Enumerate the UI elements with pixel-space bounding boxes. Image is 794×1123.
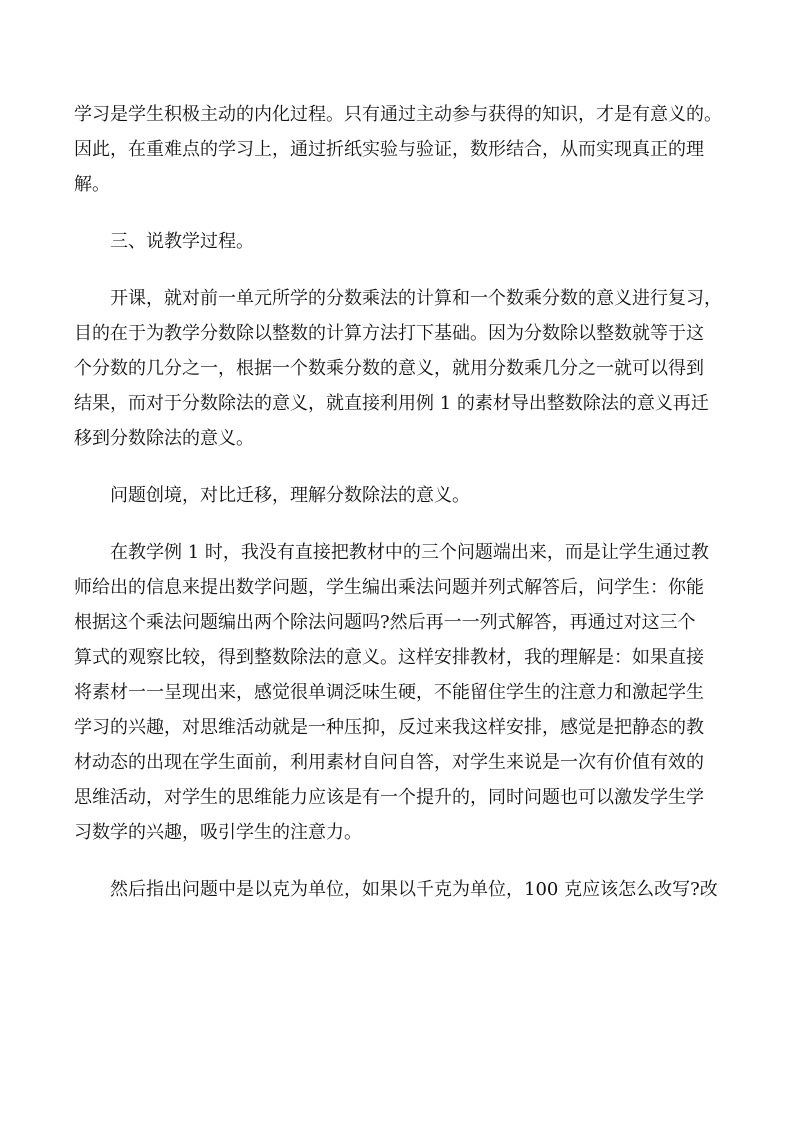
text-line: 目的在于为教学分数除以整数的计算方法打下基础。因为分数除以整数就等于这: [74, 323, 704, 344]
paragraph-example-one: [74, 535, 722, 850]
text-line: 师给出的信息来提出数学问题，学生编出乘法问题并列式解答后，问学生：你能: [74, 577, 704, 598]
text-line: 因此，在重难点的学习上，通过折纸实验与验证，数形结合，从而实现真正的理: [74, 139, 704, 160]
paragraph-learning-process: [74, 97, 722, 202]
text-line: 根据这个乘法问题编出两个除法问题吗?然后再一一列式解答，再通过对这三个: [74, 612, 696, 633]
section-heading-teaching-process: [74, 224, 722, 259]
text-line: 问题创境，对比迁移，理解分数除法的意义。: [110, 485, 470, 506]
text-line: 学习是学生积极主动的内化过程。只有通过主动参与获得的知识，才是有意义的。: [74, 104, 722, 125]
document-page: [74, 97, 722, 929]
text-line: 算式的观察比较，得到整数除法的意义。这样安排教材，我的理解是：如果直接: [74, 647, 704, 668]
paragraph-opening-review: [74, 281, 722, 456]
heading-text: 三、说教学过程。: [110, 231, 254, 252]
text-line: 移到分数除法的意义。: [74, 428, 254, 449]
paragraph-unit-conversion: [74, 872, 722, 907]
text-line: 习数学的兴趣，吸引学生的注意力。: [74, 822, 362, 843]
text-line: 在教学例 1 时，我没有直接把教材中的三个问题端出来，而是让学生通过教: [110, 542, 709, 563]
text-line: 然后指出问题中是以克为单位，如果以千克为单位，100 克应该怎么改写?改: [110, 879, 718, 900]
text-line: 结果，而对于分数除法的意义，就直接利用例 1 的素材导出整数除法的意义再迁: [74, 393, 709, 414]
text-line: 思维活动，对学生的思维能力应该是有一个提升的，同时问题也可以激发学生学: [74, 787, 704, 808]
text-line: 开课，就对前一单元所学的分数乘法的计算和一个数乘分数的意义进行复习，: [110, 288, 722, 309]
text-line: 将素材一一呈现出来，感觉很单调泛味生硬，不能留住学生的注意力和激起学生: [74, 682, 704, 703]
text-line: 解。: [74, 174, 110, 195]
paragraph-problem-context: [74, 478, 722, 513]
text-line: 材动态的出现在学生面前，利用素材自问自答，对学生来说是一次有价值有效的: [74, 752, 704, 773]
text-line: 个分数的几分之一，根据一个数乘分数的意义，就用分数乘几分之一就可以得到: [74, 358, 704, 379]
text-line: 学习的兴趣，对思维活动就是一种压抑，反过来我这样安排，感觉是把静态的教: [74, 717, 704, 738]
